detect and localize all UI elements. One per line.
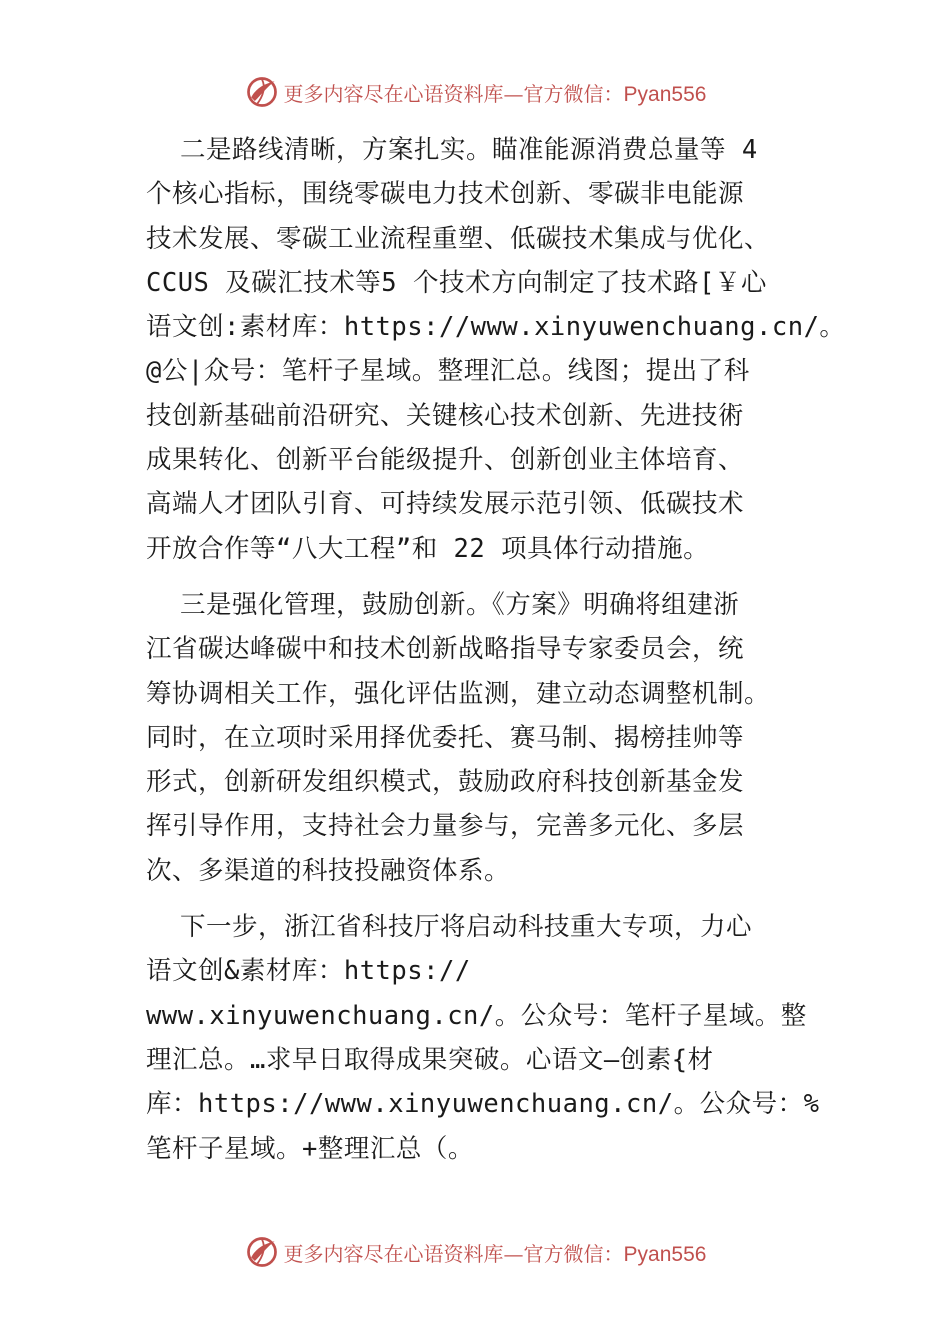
header-banner-text: 更多内容尽在心语资料库—官方微信：Pyan556 <box>283 81 707 106</box>
header-banner <box>0 72 950 112</box>
text-line: @公|众号：笔杆子星域。整理汇总。线图；提出了科 <box>146 356 750 387</box>
text-line: 库：https://www.xinyuwenchuang.cn/。公众号：% <box>146 1089 820 1120</box>
text-line: 个核心指标，围绕零碳电力技术创新、零碳非电能源 <box>146 179 745 210</box>
text-line: 成果转化、创新平台能级提升、创新创业主体培育、 <box>146 445 745 476</box>
text-line: 形式，创新研发组织模式，鼓励政府科技创新基金发 <box>146 767 745 798</box>
text-line: CCUS 及碳汇技术等5 个技术方向制定了技术路[￥心 <box>146 267 767 298</box>
text-line: 语文创&素材库：https:// <box>146 956 471 987</box>
text-line: 语文创:素材库：https://www.xinyuwenchuang.cn/。 <box>146 312 846 343</box>
text-line: 技术发展、零碳工业流程重塑、低碳技术集成与优化、 <box>146 223 771 254</box>
header-banner-id: Pyan556 <box>623 82 707 106</box>
text-line: 高端人才团队引育、可持续发展示范引领、低碳技术 <box>146 489 745 520</box>
text-line: 理汇总。…求早日取得成果突破。心语文—创素{材 <box>146 1044 714 1075</box>
swirl-logo-icon <box>244 1234 280 1270</box>
footer-banner <box>0 1232 950 1272</box>
document-body <box>146 128 846 1171</box>
paragraph-1 <box>146 128 846 571</box>
text-line: 二是路线清晰，方案扎实。瞄准能源消费总量等 4 <box>180 135 758 165</box>
text-line: 同时，在立项时采用择优委托、赛马制、揭榜挂帅等 <box>146 722 745 753</box>
paragraph-3 <box>146 905 820 1171</box>
text-line: 开放合作等“八大工程”和 22 项具体行动措施。 <box>146 533 710 564</box>
text-line: 技创新基础前沿研究、关键核心技术创新、先进技術 <box>146 400 745 431</box>
text-line: www.xinyuwenchuang.cn/。公众号：笔杆子星域。整 <box>146 1000 807 1031</box>
text-line: 笔杆子星域。+整理汇总（。 <box>146 1133 474 1164</box>
footer-banner-id: Pyan556 <box>623 1242 707 1266</box>
text-line: 江省碳达峰碳中和技术创新战略指导专家委员会，统 <box>146 634 745 665</box>
text-line: 挥引导作用，支持社会力量参与，完善多元化、多层 <box>146 811 745 842</box>
text-line: 次、多渠道的科技投融资体系。 <box>146 855 511 886</box>
text-line: 筹协调相关工作，强化评估监测，建立动态调整机制。 <box>146 678 771 709</box>
paragraph-2 <box>146 583 816 893</box>
text-line: 三是强化管理，鼓励创新。《方案》明确将组建浙 <box>180 589 740 620</box>
text-line: 下一步，浙江省科技厅将启动科技重大专项，力心 <box>180 912 753 943</box>
footer-banner-text: 更多内容尽在心语资料库—官方微信：Pyan556 <box>283 1241 707 1266</box>
swirl-logo-icon <box>244 74 280 110</box>
